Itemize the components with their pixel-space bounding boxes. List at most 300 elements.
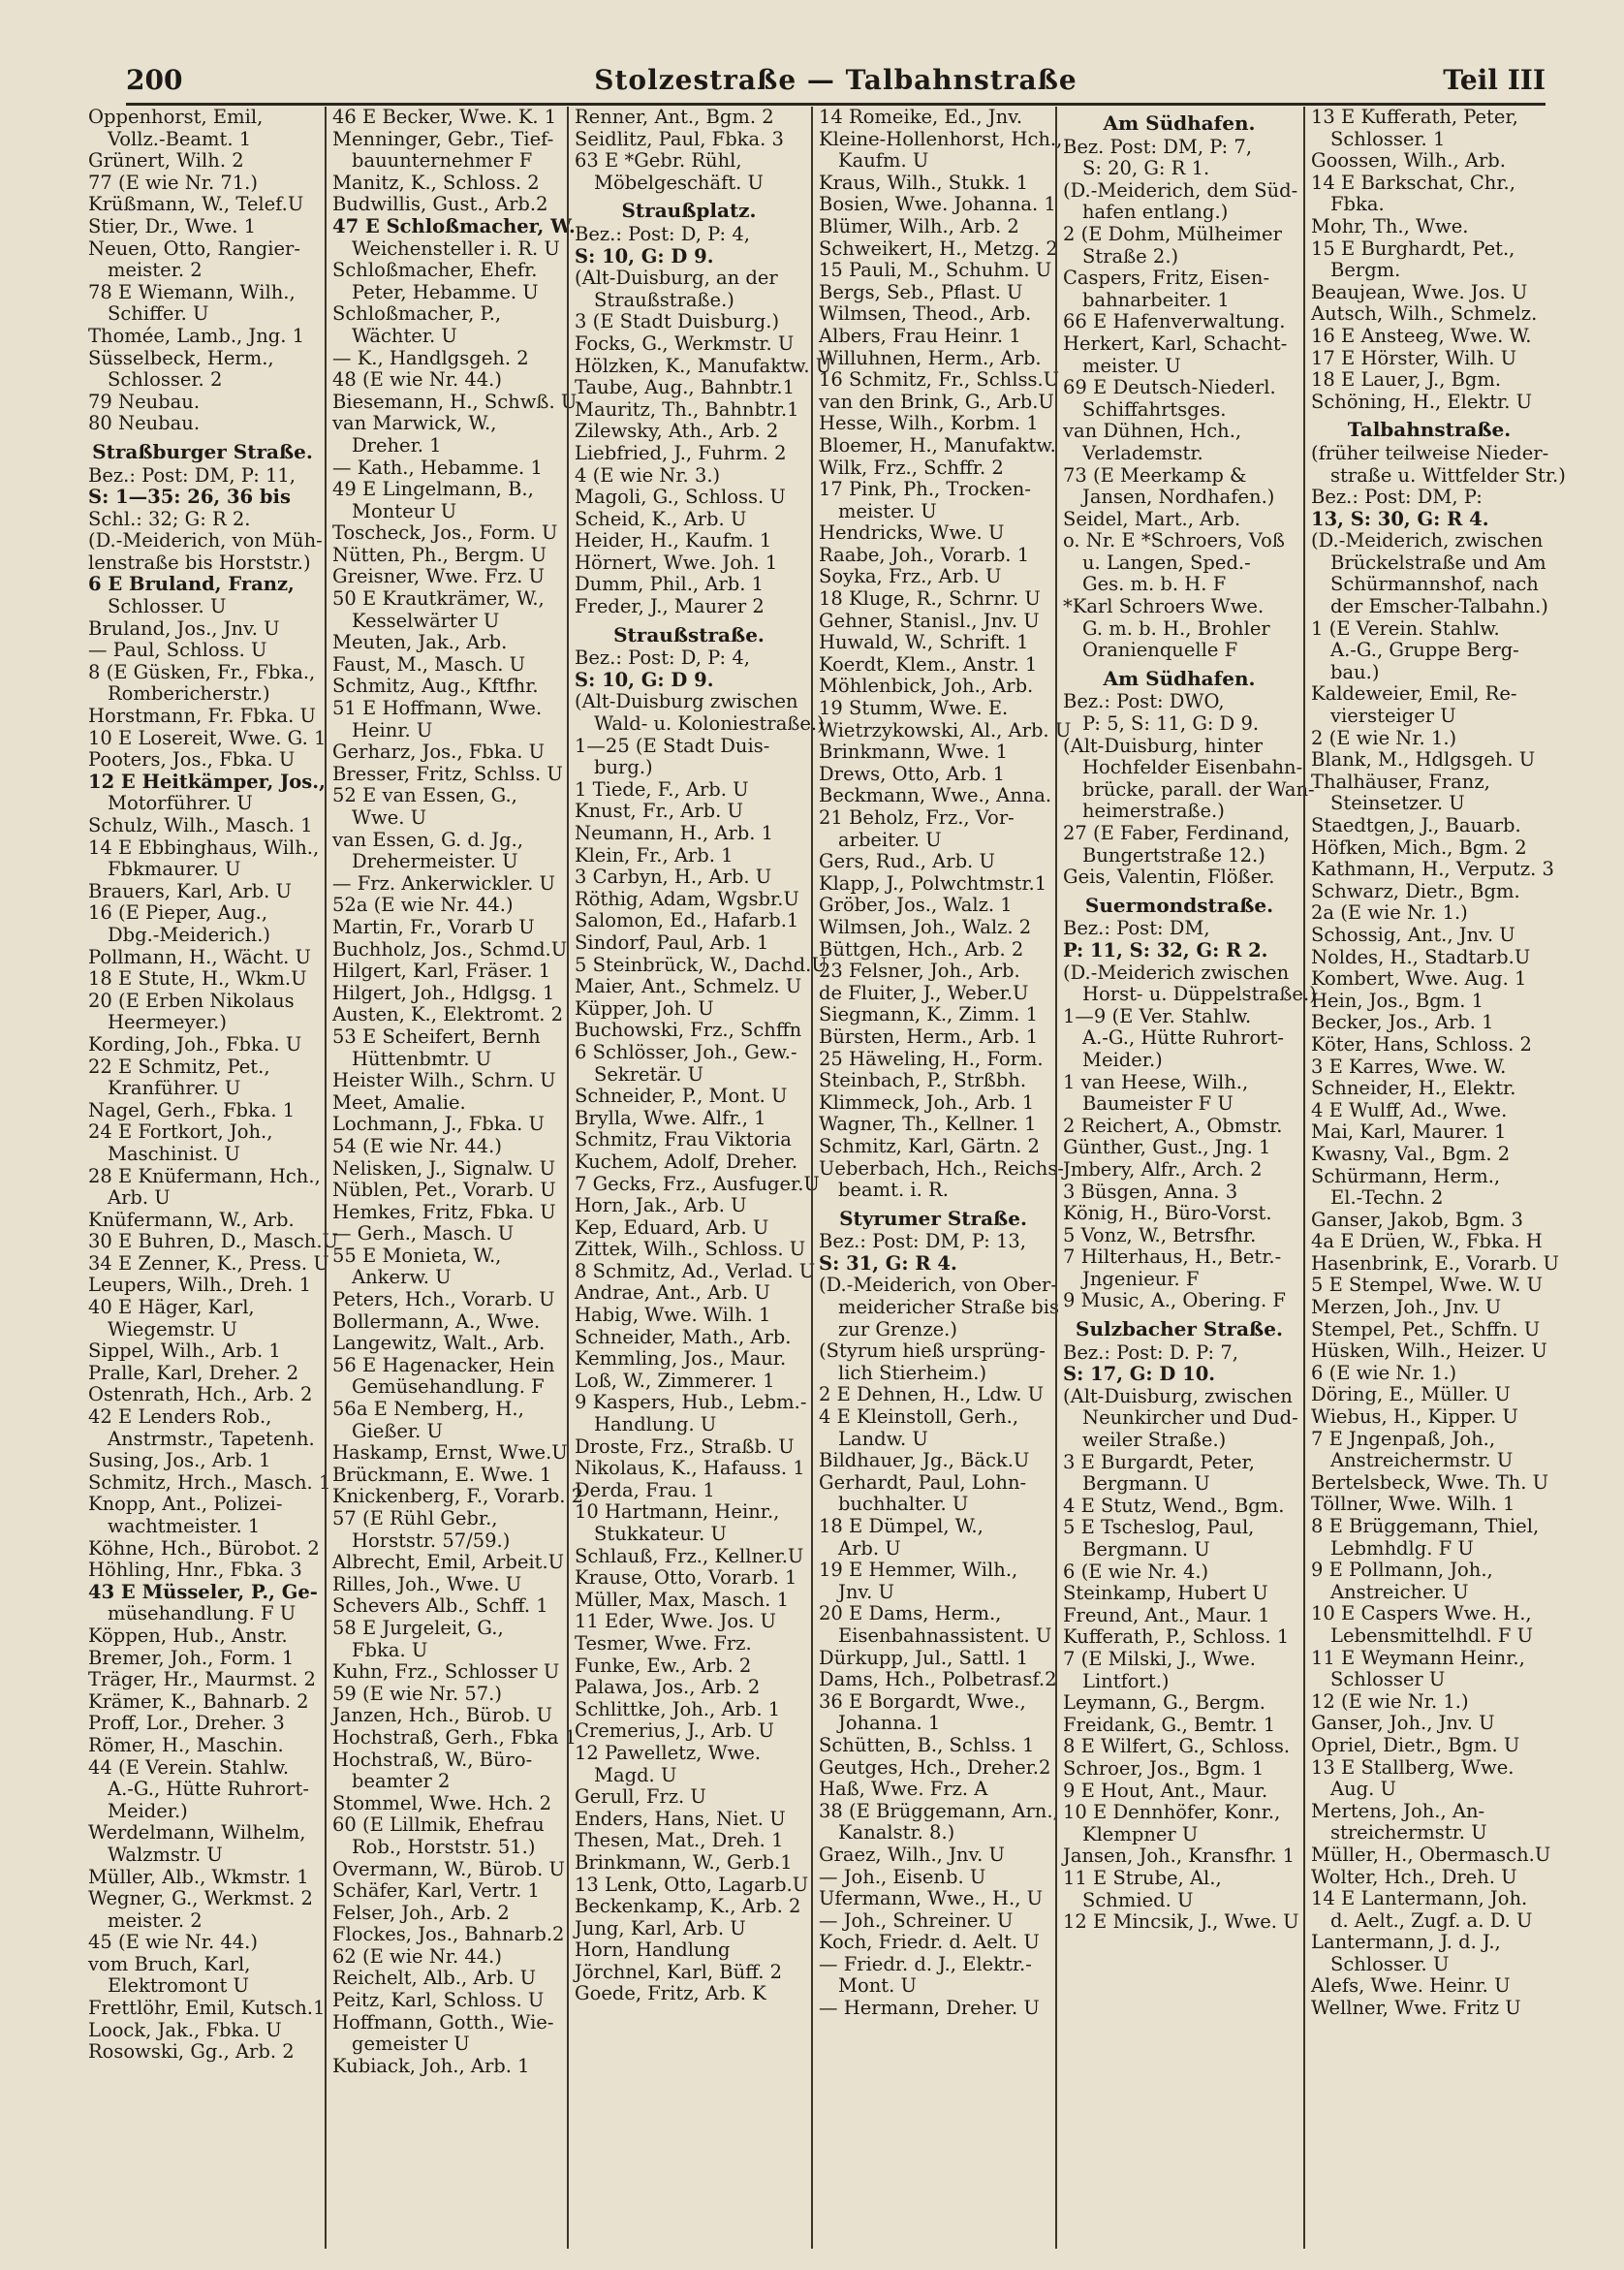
directory-entry: Hein, Jos., Bgm. 1 (1311, 989, 1484, 1012)
directory-entry: Thomée, Lamb., Jng. 1 (88, 324, 305, 347)
directory-entry: Rob., Horststr. 51.) (352, 1835, 536, 1858)
directory-entry: Döring, E., Müller. U (1311, 1383, 1511, 1406)
directory-entry: 59 (E wie Nr. 57.) (332, 1682, 502, 1705)
directory-entry: Knopp, Ant., Polizei- (88, 1493, 283, 1516)
directory-entry: (Alt-Duisburg zwischen (575, 690, 798, 713)
directory-entry: Palawa, Jos., Arb. 2 (575, 1676, 761, 1699)
directory-entry: arbeiter. U (838, 828, 942, 851)
directory-entry: Heinr. U (352, 718, 433, 741)
directory-entry: 21 Beholz, Frz., Vor- (819, 806, 1015, 829)
directory-entry: Schlauß, Frz., Kellner.U (575, 1544, 804, 1567)
directory-entry: Willuhnen, Herm., Arb. (819, 346, 1042, 369)
directory-entry: Gehner, Stanisl., Jnv. U (819, 609, 1040, 632)
directory-entry: 52 E van Essen, G., (332, 784, 517, 807)
directory-entry: Kaldeweier, Emil, Re- (1311, 682, 1517, 706)
page-header (126, 60, 1546, 106)
directory-entry: 1 Tiede, F., Arb. U (575, 777, 749, 801)
directory-entry: Brylla, Wwe. Alfr., 1 (575, 1106, 766, 1129)
directory-entry: Steinbach, P., Strßbh. (819, 1069, 1027, 1092)
directory-entry: Buchholz, Jos., Schmd.U (332, 937, 568, 961)
directory-entry: 8 E Brüggemann, Thiel, (1311, 1515, 1540, 1537)
directory-entry: Peitz, Karl, Schloss. U (332, 1989, 545, 2012)
directory-entry: Overmann, W., Bürob. U (332, 1857, 565, 1880)
directory-entry: Jansen, Nordhafen.) (1082, 486, 1275, 509)
directory-entry: Hölzken, K., Manufaktw. U (575, 354, 832, 377)
directory-entry: Toscheck, Jos., Form. U (332, 521, 558, 545)
directory-entry: Jansen, Joh., Kransfhr. 1 (1063, 1844, 1296, 1868)
directory-entry: bauunternehmer F (352, 149, 533, 173)
directory-entry: Brückelstraße und Am (1330, 551, 1546, 574)
page-number: 200 (126, 64, 183, 96)
directory-entry: weiler Straße.) (1082, 1429, 1227, 1452)
directory-entry: Opriel, Dietr., Bgm. U (1311, 1733, 1520, 1756)
directory-entry: Horstmann, Fr. Fbka. U (88, 705, 316, 728)
directory-entry: Wolter, Hch., Dreh. U (1311, 1865, 1517, 1888)
directory-entry: 56a E Nemberg, H., (332, 1398, 524, 1421)
directory-entry: Sippel, Wilh., Arb. 1 (88, 1340, 281, 1363)
directory-entry: meister. 2 (108, 259, 203, 282)
directory-entry: meister. U (1082, 354, 1181, 377)
directory-entry: Tesmer, Wwe. Frz. (575, 1631, 752, 1655)
directory-entry: G. m. b. H., Brohler (1082, 616, 1270, 640)
directory-entry: Dürkupp, Jul., Sattl. 1 (819, 1646, 1029, 1669)
directory-entry: 25 Häweling, H., Form. (819, 1047, 1044, 1070)
directory-entry: 28 E Knüfermann, Hch., (88, 1164, 321, 1187)
directory-entry: Mertens, Joh., An- (1311, 1799, 1485, 1822)
directory-entry: 13 Lenk, Otto, Lagarb.U (575, 1873, 809, 1896)
directory-entry: Schiffahrtsges. (1082, 397, 1227, 421)
directory-entry: Arb. U (838, 1536, 901, 1560)
directory-entry: 13, S: 30, G: R 4. (1311, 507, 1489, 530)
directory-entry: Brinkmann, W., Gerb.1 (575, 1850, 793, 1874)
directory-entry: viersteiger U (1330, 705, 1456, 728)
directory-entry: Bez.: Post: DM, P: 11, (88, 463, 296, 487)
directory-entry: Landw. U (838, 1427, 928, 1450)
directory-entry: Brinkmann, Wwe. 1 (819, 741, 1008, 764)
directory-entry: Zilewsky, Ath., Arb. 2 (575, 420, 779, 443)
directory-entry: Autsch, Wilh., Schmelz. (1311, 302, 1538, 326)
directory-entry: Bez. Post: DM, P: 7, (1063, 135, 1253, 158)
directory-entry: Gerharz, Jos., Fbka. U (332, 741, 546, 764)
directory-entry: Stommel, Wwe. Hch. 2 (332, 1791, 552, 1814)
directory-entry: 30 E Buhren, D., Masch.U (88, 1230, 338, 1253)
directory-entry: 3 E Burgardt, Peter, (1063, 1450, 1255, 1473)
directory-entry: Felser, Joh., Arb. 2 (332, 1901, 510, 1924)
directory-entry: Bez.: Post: DWO, (1063, 690, 1225, 713)
directory-entry: 48 (E wie Nr. 44.) (332, 368, 502, 392)
directory-entry: Kuhn, Frz., Schlosser U (332, 1660, 560, 1684)
directory-entry: Hörnert, Wwe. Joh. 1 (575, 551, 778, 574)
directory-entry: Köppen, Hub., Anstr. (88, 1624, 288, 1647)
directory-entry: Andrae, Ant., Arb. U (575, 1281, 770, 1305)
directory-entry: 10 E Caspers Wwe. H., (1311, 1602, 1532, 1625)
directory-entry: Jmbery, Alfr., Arch. 2 (1063, 1157, 1263, 1181)
directory-entry: 47 E Schloßmacher, W. (332, 214, 576, 237)
directory-entry: Schlosser. U (108, 595, 227, 618)
directory-entry: Johanna. 1 (838, 1712, 941, 1735)
directory-entry: — Paul, Schloss. U (88, 639, 267, 662)
directory-entry: Schäfer, Karl, Vertr. 1 (332, 1879, 540, 1903)
directory-entry: 62 (E wie Nr. 44.) (332, 1944, 502, 1968)
directory-entry: buchhalter. U (838, 1493, 969, 1516)
directory-entry: Brauers, Karl, Arb. U (88, 879, 292, 902)
directory-entry: Wietrzykowski, Al., Arb. U (819, 718, 1072, 741)
directory-entry: Staedtgen, J., Bauarb. (1311, 814, 1521, 836)
column-2 (325, 106, 584, 2249)
directory-entry: Seidel, Mart., Arb. (1063, 507, 1241, 530)
directory-entry: 57 (E Rühl Gebr., (332, 1507, 498, 1529)
directory-entry: 3 Büsgen, Anna. 3 (1063, 1180, 1238, 1203)
directory-entry: Alefs, Wwe. Heinr. U (1311, 1974, 1511, 1998)
directory-entry: Blank, M., Hdlgsgeh. U (1311, 748, 1536, 772)
directory-entry: 7 Gecks, Frz., Ausfuger.U (575, 1172, 820, 1195)
directory-entry: Proff, Lor., Dreher. 3 (88, 1712, 285, 1735)
directory-entry: Jngenieur. F (1082, 1267, 1200, 1290)
directory-entry: beamter 2 (352, 1770, 451, 1793)
directory-entry: Kranführer. U (108, 1077, 241, 1100)
directory-entry: 46 E Becker, Wwe. K. 1 (332, 106, 557, 128)
directory-entry: Anstrmstr., Tapetenh. (108, 1427, 315, 1450)
directory-entry: Ueberbach, Hch., Reichs- (819, 1156, 1064, 1180)
directory-entry: Biesemann, H., Schwß. U (332, 390, 578, 413)
directory-entry: 9 Kaspers, Hub., Lebm.- (575, 1391, 807, 1414)
directory-entry: Fbka. (1330, 193, 1385, 216)
directory-entry: 27 (E Faber, Ferdinand, (1063, 822, 1290, 844)
directory-entry: 16 Schmitz, Fr., Schlss.U (819, 368, 1060, 392)
directory-entry: meister. U (838, 499, 937, 522)
directory-entry: 6 Schlösser, Joh., Gew.- (575, 1040, 797, 1063)
directory-entry: Hochstraß, Gerh., Fbka 1 (332, 1725, 578, 1749)
directory-entry: *Karl Schroers Wwe. (1063, 595, 1265, 618)
directory-entry: 80 Neubau. (88, 412, 201, 435)
street-heading: Straußstraße. (613, 622, 765, 646)
directory-entry: Klein, Fr., Arb. 1 (575, 843, 734, 867)
directory-entry: 15 E Burghardt, Pet., (1311, 236, 1515, 260)
directory-entry: Mont. U (838, 1974, 917, 1998)
directory-entry: van Dühnen, Hch., (1063, 420, 1242, 443)
directory-entry: o. Nr. E *Schroers, Voß (1063, 529, 1285, 552)
directory-entry: Kording, Joh., Fbka. U (88, 1032, 302, 1056)
directory-entry: 60 (E Lillmik, Ehefrau (332, 1813, 545, 1837)
directory-entry: Eisenbahnassistent. U (838, 1624, 1052, 1647)
directory-entry: Dbg.-Meiderich.) (108, 923, 270, 946)
directory-entry: Horststr. 57/59.) (352, 1529, 511, 1552)
directory-entry: meister. 2 (108, 1908, 203, 1932)
directory-entry: Geutges, Hch., Dreher.2 (819, 1755, 1051, 1779)
directory-entry: Lantermann, J. d. J., (1311, 1931, 1501, 1954)
directory-entry: Jnv. U (838, 1580, 894, 1603)
directory-entry: Hochstraß, W., Büro- (332, 1748, 533, 1771)
directory-entry: 3 Carbyn, H., Arb. U (575, 866, 772, 889)
street-heading: Talbahnstraße. (1347, 418, 1512, 442)
directory-entry: 1—25 (E Stadt Duis- (575, 734, 770, 757)
directory-entry: Klapp, J., Polwchtmstr.1 (819, 871, 1047, 895)
directory-entry: Freder, J., Maurer 2 (575, 595, 765, 618)
directory-entry: burg.) (594, 756, 653, 779)
directory-entry: Manitz, K., Schloss. 2 (332, 171, 540, 194)
directory-entry: 8 (E Güsken, Fr., Fbka., (88, 660, 316, 683)
directory-entry: Monteur U (352, 499, 457, 522)
directory-entry: Röthig, Adam, Wgsbr.U (575, 887, 799, 910)
directory-entry: A.-G., Hütte Ruhrort- (108, 1778, 309, 1801)
directory-entry: Hendricks, Wwe. U (819, 521, 1005, 545)
directory-entry: 20 (E Erben Nikolaus (88, 989, 295, 1012)
directory-entry: Schmitz, Frau Viktoria (575, 1128, 792, 1151)
directory-entry: Walzmstr. U (108, 1843, 223, 1866)
directory-entry: Caspers, Fritz, Eisen- (1063, 267, 1270, 290)
directory-entry: Kraus, Wilh., Stukk. 1 (819, 171, 1028, 194)
directory-entry: König, H., Büro-Vorst. (1063, 1202, 1272, 1225)
directory-entry: Bez.: Post: DM, P: (1311, 486, 1483, 509)
directory-entry: 42 E Lenders Rob., (88, 1405, 272, 1429)
directory-entry: Derda, Frau. 1 (575, 1478, 715, 1501)
directory-entry: Heermeyer.) (108, 1011, 227, 1034)
directory-entry: Nüblen, Pet., Vorarb. U (332, 1179, 556, 1202)
directory-entry: u. Langen, Sped.- (1082, 551, 1251, 574)
directory-entry: Motorführer. U (108, 792, 253, 815)
directory-entry: Schloßmacher, P., (332, 302, 502, 326)
directory-entry: Meider.) (1082, 1048, 1163, 1071)
directory-entry: Stukkateur. U (594, 1523, 727, 1545)
directory-entry: Fbka. U (352, 1638, 428, 1661)
directory-entry: 52a (E wie Nr. 44.) (332, 894, 514, 917)
directory-entry: 2 (E Dohm, Mülheimer (1063, 222, 1282, 245)
directory-entry: — Joh., Eisenb. U (819, 1865, 986, 1888)
directory-entry: Pollmann, H., Wächt. U (88, 945, 311, 968)
directory-entry: Gerull, Frz. U (575, 1785, 706, 1809)
directory-entry: (D.-Meiderich, zwischen (1311, 529, 1544, 552)
directory-entry: Müller, Max, Masch. 1 (575, 1588, 789, 1611)
directory-entry: Hilgert, Karl, Fräser. 1 (332, 960, 551, 983)
directory-entry: 5 E Stempel, Wwe. W. U (1311, 1274, 1544, 1297)
street-heading: Suermondstraße. (1084, 893, 1274, 917)
directory-entry: Sekretär. U (594, 1062, 704, 1086)
directory-entry: Goossen, Wilh., Arb. (1311, 149, 1506, 173)
directory-entry: Aug. U (1330, 1778, 1396, 1801)
directory-entry: streichermstr. U (1330, 1821, 1487, 1844)
directory-entry: Freidank, G., Bemtr. 1 (1063, 1713, 1276, 1736)
directory-entry: Hilgert, Joh., Hdlgsg. 1 (332, 981, 555, 1004)
directory-entry: (früher teilweise Nieder- (1311, 441, 1549, 464)
directory-entry: van den Brink, G., Arb.U (819, 390, 1054, 413)
directory-entry: Krause, Otto, Vorarb. 1 (575, 1566, 797, 1590)
directory-entry: 9 E Pollmann, Joh., (1311, 1559, 1493, 1582)
directory-entry: Möhlenbick, Joh., Arb. (819, 675, 1034, 698)
directory-entry: (Alt-Duisburg, zwischen (1063, 1384, 1293, 1407)
directory-entry: heimerstraße.) (1082, 800, 1225, 823)
directory-entry: Janzen, Hch., Bürob. U (332, 1704, 553, 1727)
directory-entry: Elektromont U (108, 1974, 249, 1998)
directory-entry: Bildhauer, Jg., Bäck.U (819, 1449, 1030, 1472)
directory-entry: 4 (E wie Nr. 3.) (575, 463, 721, 487)
directory-entry: Schulz, Wilh., Masch. 1 (88, 814, 313, 836)
directory-entry: Mohr, Th., Wwe. (1311, 214, 1469, 237)
directory-entry: Wwe. U (352, 806, 427, 829)
directory-entry: 8 Schmitz, Ad., Verlad. U (575, 1259, 816, 1282)
directory-entry: Maschinist. U (108, 1142, 240, 1165)
directory-entry: — Hermann, Dreher. U (819, 1997, 1040, 2020)
directory-entry: 36 E Borgardt, Wwe., (819, 1689, 1026, 1713)
directory-entry: Bollermann, A., Wwe. (332, 1309, 541, 1333)
directory-entry: 9 E Hout, Ant., Maur. (1063, 1779, 1268, 1802)
directory-entry: 5 E Tscheslog, Paul, (1063, 1516, 1255, 1539)
directory-entry: Wilk, Frz., Schffr. 2 (819, 456, 1004, 479)
directory-entry: Hoffmann, Gotth., Wie- (332, 2010, 554, 2034)
directory-entry: Martin, Fr., Vorarb U (332, 915, 535, 938)
directory-entry: Siegmann, K., Zimm. 1 (819, 1003, 1038, 1026)
directory-entry: P: 5, S: 11, G: D 9. (1082, 712, 1260, 736)
directory-entry: Dams, Hch., Polbetrasf.2 (819, 1668, 1057, 1691)
directory-entry: 15 Pauli, M., Schuhm. U (819, 259, 1052, 282)
directory-entry: Haskamp, Ernst, Wwe.U (332, 1441, 568, 1465)
directory-entry: der Emscher-Talbahn.) (1330, 595, 1548, 618)
column-5 (1055, 107, 1317, 2249)
directory-entry: Rilles, Joh., Wwe. U (332, 1572, 522, 1595)
directory-entry: Schroer, Jos., Bgm. 1 (1063, 1756, 1265, 1780)
column-1 (82, 106, 338, 2249)
directory-entry: Beckenkamp, K., Arb. 2 (575, 1895, 801, 1918)
directory-entry: Albrecht, Emil, Arbeit.U (332, 1551, 565, 1574)
directory-entry: Herkert, Karl, Schacht- (1063, 331, 1288, 355)
directory-entry: Ankerw. U (352, 1266, 452, 1289)
directory-entry: Schossig, Ant., Jnv. U (1311, 923, 1515, 946)
directory-entry: Budwillis, Gust., Arb.2 (332, 193, 548, 216)
directory-entry: Hüsken, Wilh., Heizer. U (1311, 1340, 1547, 1363)
street-heading: Am Südhafen. (1103, 111, 1256, 135)
directory-entry: 45 (E wie Nr. 44.) (88, 1931, 258, 1954)
directory-entry: Wiebus, H., Kipper. U (1311, 1405, 1518, 1429)
directory-entry: Drehermeister. U (352, 850, 518, 873)
directory-entry: Bruland, Jos., Jnv. U (88, 616, 280, 640)
directory-entry: — Kath., Hebamme. 1 (332, 456, 543, 479)
directory-entry: Nelisken, J., Signalw. U (332, 1156, 556, 1180)
directory-entry: Renner, Ant., Bgm. 2 (575, 106, 774, 128)
directory-entry: Koerdt, Klem., Anstr. 1 (819, 652, 1038, 676)
directory-entry: Vollz.-Beamt. 1 (108, 127, 252, 150)
street-heading: Styrumer Straße. (839, 1206, 1027, 1230)
directory-entry: Geis, Valentin, Flößer. (1063, 866, 1275, 889)
directory-entry: Straußstraße.) (594, 288, 734, 311)
directory-entry: Soyka, Frz., Arb. U (819, 565, 1002, 588)
street-heading: Straußplatz. (621, 199, 757, 223)
directory-entry: Klimmeck, Joh., Arb. 1 (819, 1090, 1035, 1114)
directory-entry: Hüttenbmtr. U (352, 1047, 492, 1070)
directory-entry: 14 Romeike, Ed., Jnv. (819, 106, 1023, 128)
directory-entry: Wegner, G., Werkmst. 2 (88, 1887, 313, 1910)
directory-entry: Drews, Otto, Arb. 1 (819, 762, 1006, 785)
directory-entry: Kanalstr. 8.) (838, 1821, 955, 1844)
directory-entry: Büttgen, Hch., Arb. 2 (819, 937, 1024, 961)
directory-entry: Jörchnel, Karl, Büff. 2 (575, 1960, 783, 1983)
directory-entry: Köhne, Hch., Bürobot. 2 (88, 1536, 320, 1560)
directory-entry: Brückmann, E. Wwe. 1 (332, 1463, 552, 1486)
directory-entry: Schneider, P., Mont. U (575, 1085, 788, 1108)
directory-entry: d. Aelt., Zugf. a. D. U (1330, 1908, 1533, 1932)
directory-entry: — Friedr. d. J., Elektr.- (819, 1952, 1032, 1975)
directory-entry: Wald- u. Koloniestraße.) (594, 712, 825, 736)
directory-entry: Gießer. U (352, 1419, 443, 1442)
directory-entry: 79 Neubau. (88, 390, 201, 413)
directory-entry: 19 Stumm, Wwe. E. (819, 697, 1009, 720)
directory-entry: A.-G., Hütte Ruhrort- (1082, 1026, 1284, 1050)
directory-entry: Schürmannshof, nach (1330, 573, 1539, 596)
directory-entry: Kombert, Wwe. Aug. 1 (1311, 967, 1527, 991)
directory-entry: 55 E Monieta, W., (332, 1244, 502, 1267)
directory-entry: müsehandlung. F U (108, 1602, 297, 1625)
directory-entry: Loock, Jak., Fbka. U (88, 2018, 282, 2041)
directory-entry: Knickenberg, F., Vorarb. 2 (332, 1485, 584, 1508)
directory-entry: Schevers Alb., Schff. 1 (332, 1594, 548, 1618)
directory-entry: Albers, Frau Heinr. 1 (819, 324, 1021, 347)
directory-entry: Reichelt, Alb., Arb. U (332, 1967, 537, 1990)
directory-entry: P: 11, S: 32, G: R 2. (1063, 938, 1268, 962)
directory-entry: Salomon, Ed., Hafarb.1 (575, 909, 799, 932)
directory-entry: Goede, Fritz, Arb. K (575, 1982, 766, 2005)
directory-entry: Droste, Frz., Straßb. U (575, 1435, 795, 1458)
directory-entry: Funke, Ew., Arb. 2 (575, 1654, 752, 1677)
directory-entry: 4 E Stutz, Wend., Bgm. (1063, 1494, 1285, 1517)
directory-entry: Klempner U (1082, 1822, 1199, 1845)
directory-entry: Wilmsen, Theod., Arb. (819, 302, 1032, 326)
directory-entry: Ostenrath, Hch., Arb. 2 (88, 1383, 313, 1406)
directory-entry: Schiffer. U (108, 302, 209, 326)
directory-entry: Nikolaus, K., Hafauss. 1 (575, 1457, 805, 1480)
directory-entry: Küpper, Joh. U (575, 996, 714, 1020)
directory-entry: Schlittke, Joh., Arb. 1 (575, 1697, 781, 1720)
directory-entry: 17 E Hörster, Wilh. U (1311, 346, 1517, 369)
directory-entry: Kathmann, H., Verputz. 3 (1311, 858, 1554, 881)
directory-entry: 5 Steinbrück, W., Dachd.U (575, 953, 828, 976)
directory-entry: S: 1—35: 26, 36 bis (88, 486, 291, 509)
directory-entry: 12 E Heitkämper, Jos., (88, 770, 326, 793)
directory-entry: Schneider, Math., Arb. (575, 1325, 792, 1348)
directory-entry: 14 E Barkschat, Chr., (1311, 171, 1515, 194)
directory-entry: Schlosser. 2 (108, 368, 223, 392)
directory-entry: 18 E Lauer, J., Bgm. (1311, 368, 1502, 392)
directory-entry: Schl.: 32; G: R 2. (88, 507, 251, 530)
directory-entry: Hochfelder Eisenbahn- (1082, 756, 1303, 779)
directory-entry: vom Bruch, Karl, (88, 1952, 251, 1975)
directory-entry: hafen entlang.) (1082, 201, 1229, 224)
part-label: Teil III (1443, 64, 1546, 96)
directory-entry: Bez.: Post: D, P: 4, (575, 646, 750, 670)
directory-entry: Maier, Ant., Schmelz. U (575, 975, 802, 998)
directory-entry: (D.-Meiderich, von Müh- (88, 529, 323, 552)
directory-entry: 13 E Kufferath, Peter, (1311, 106, 1518, 128)
directory-entry: Schweikert, H., Metzg. 2 (819, 236, 1058, 260)
directory-entry: 34 E Zenner, K., Press. U (88, 1251, 329, 1275)
directory-entry: Enders, Hans, Niet. U (575, 1807, 786, 1830)
directory-entry: 11 E Weymann Heinr., (1311, 1646, 1525, 1669)
directory-entry: Hemkes, Fritz, Fbka. U (332, 1200, 556, 1223)
directory-entry: 40 E Häger, Karl, (88, 1296, 255, 1319)
directory-entry: S: 17, G: D 10. (1063, 1363, 1216, 1386)
directory-entry: Müller, Alb., Wkmstr. 1 (88, 1865, 309, 1888)
directory-entry: Wächter. U (352, 324, 457, 347)
directory-entry: 63 E *Gebr. Rühl, (575, 149, 742, 173)
directory-entry: 2 E Dehnen, H., Ldw. U (819, 1383, 1045, 1406)
directory-entry: Oranienquelle F (1082, 639, 1238, 662)
directory-entry: Bez.: Post: DM, (1063, 917, 1210, 940)
directory-entry: Knust, Fr., Arb. U (575, 800, 743, 823)
directory-entry: Werdelmann, Wilhelm, (88, 1821, 306, 1844)
directory-entry: Kuchem, Adolf, Dreher. (575, 1150, 798, 1173)
directory-entry: Thesen, Mat., Dreh. 1 (575, 1829, 784, 1852)
directory-entry: — Frz. Ankerwickler. U (332, 871, 555, 895)
directory-entry: 20 E Dams, Herm., (819, 1602, 1002, 1625)
directory-entry: 2a (E wie Nr. 1.) (1311, 901, 1468, 925)
directory-entry: (D.-Meiderich, dem Süd- (1063, 178, 1298, 202)
